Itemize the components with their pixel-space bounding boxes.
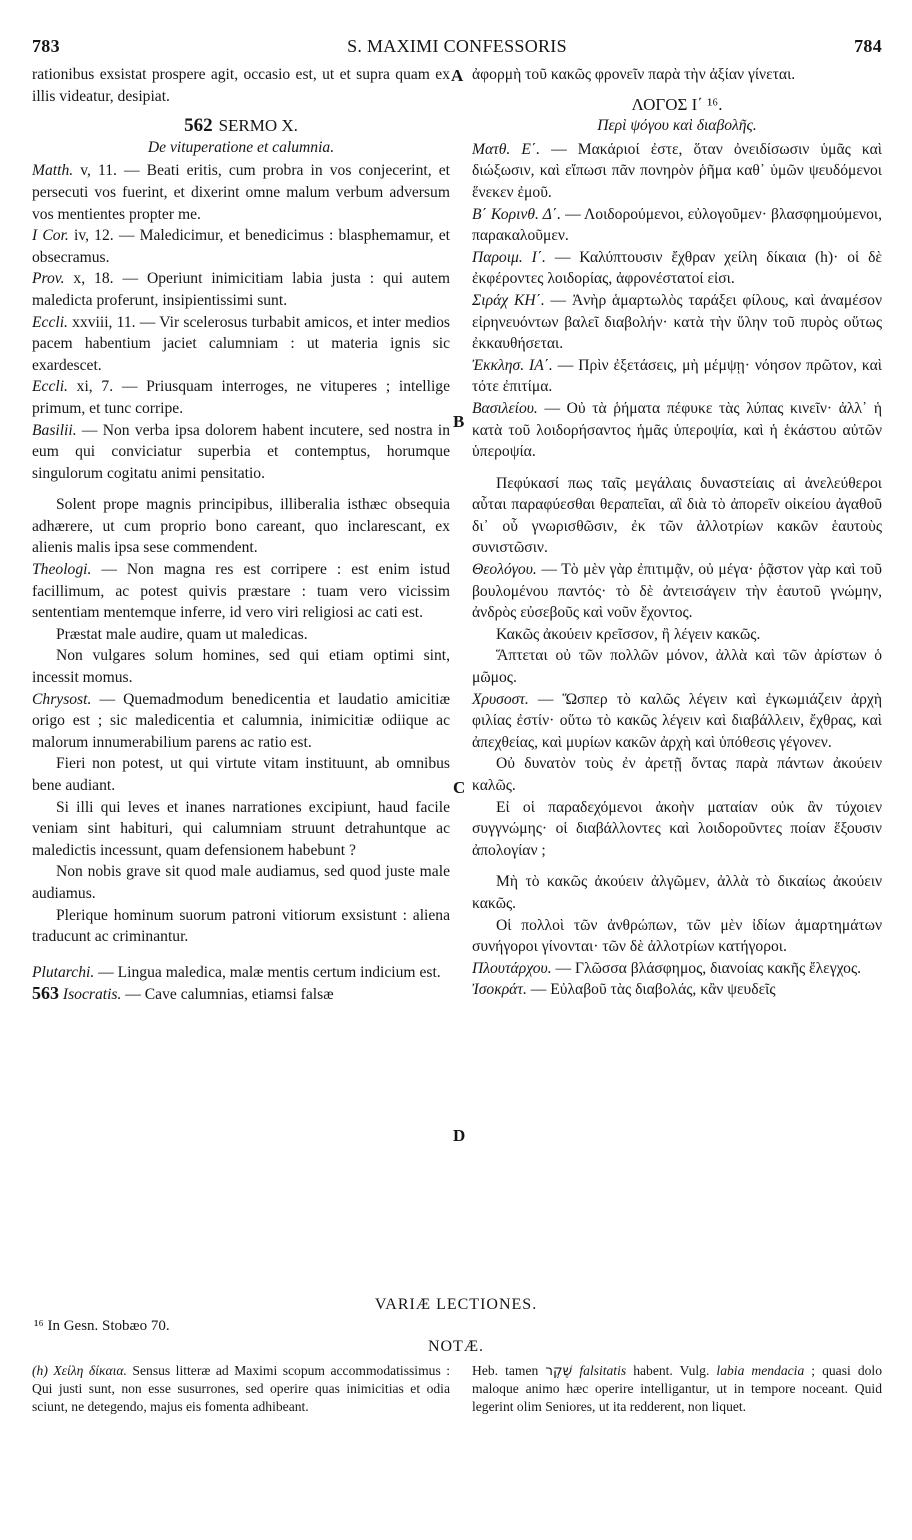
latin-entry [32, 962, 450, 984]
citation-ref: Prov. [32, 270, 65, 288]
greek-entry [472, 247, 882, 290]
citation-text: — Εὐλαβοῦ τὰς διαβολάς, κἂν ψευδεῖς [526, 981, 776, 999]
citation-ref: Basilii. [32, 421, 77, 439]
note-right [472, 1362, 882, 1416]
citation-ref: Σιράχ ΚΗ΄. [472, 291, 545, 309]
citation-ref: Θεολόγου. [472, 561, 537, 579]
notae-heading: NOTÆ. [427, 1338, 485, 1355]
latin-entry: Plerique hominum suorum patroni vitiorum exsistunt : aliena traducunt ac criminantur. [32, 906, 450, 946]
note-text: habent. Vulg. [626, 1363, 717, 1378]
latin-entry [32, 420, 450, 485]
latin-column [32, 64, 450, 1006]
citation-ref: Chrysost. [32, 690, 92, 708]
citation-ref: Eccli. [32, 378, 68, 396]
greek-entry: Εἰ οἱ παραδεχόμενοι ἀκοὴν ματαίαν οὐκ ἂν τύχοιεν συγγνώμης· οἱ διαβάλλοντες καὶ λοιδοροῦντες ποίαν ἕξουσιν ἀπολογίαν ; [472, 798, 882, 859]
note-text: ; quasi dolo maloque animo hæc operire intelligantur, ut in tempore noceant. Quid legerint olim Seniores, ut ita redderent, non liquet. [472, 1363, 882, 1414]
margin-marker-a: A [451, 66, 464, 85]
citation-text: — Non magna res est corripere : est enim istud facillimum, ac potest quivis præstare : tuam vero vicissim sententiam mentemque inferre, id vero viri religiosi ac cati est. [32, 561, 450, 622]
citation-ref: I Cor. [32, 227, 69, 245]
latin-entry [32, 160, 450, 225]
column-number-563: 563 [32, 983, 59, 1004]
note-text: Heb. tamen [472, 1363, 546, 1378]
footnote-16: ¹⁶ In Gesn. Stobæo 70. [34, 1318, 170, 1334]
citation-text: — Μακάριοί ἐστε, ὅταν ὀνειδίσωσιν ὑμᾶς καὶ διώξωσιν, καὶ εἴπωσι πᾶν πονηρὸν ῥῆμα καθ᾽ ὑμῶν ψευδόμενοι ἕνεκεν ἐμοῦ. [472, 140, 882, 201]
citation-text: xxviii, 11. — Vir scelerosus turbabit amicos, et inter medios pacem habentium jaciet calumniam : ut materia ignis sic exardescet. [32, 313, 450, 374]
greek-entry [472, 979, 882, 1001]
citation-ref: Eccli. [32, 313, 68, 331]
note-text: labia mendacia [716, 1363, 805, 1378]
citation-text: — Cave calumnias, etiamsi falsæ [121, 986, 334, 1004]
citation-text: iv, 12. — Maledicimur, et benedicimus : blasphemamur, et obsecramus. [32, 227, 451, 266]
column-number-562: 562 [184, 115, 213, 137]
latin-intro: rationibus exsistat prospere agit, occasio est, ut et supra quam ex illis videatur, desipiat. [32, 66, 450, 105]
running-header [32, 36, 882, 62]
page-number-right: 784 [854, 36, 882, 56]
latin-entry [32, 559, 450, 624]
hebrew-word: שֶׁקֶר [545, 1363, 573, 1379]
variae-lectiones-heading: VARIÆ LECTIONES. [374, 1296, 538, 1313]
citation-ref: Plutarchi. [32, 963, 95, 981]
latin-entry [32, 983, 450, 1006]
latin-entry: Non vulgares solum homines, sed qui etiam optimi sint, incessit momus. [32, 647, 450, 687]
greek-entry [472, 559, 882, 624]
latin-entry [32, 268, 450, 311]
page-number-left: 783 [32, 36, 60, 56]
greek-intro: ἀφορμὴ τοῦ κακῶς φρονεῖν παρὰ τὴν ἀξίαν γίνεται. [472, 66, 796, 83]
note-ref: (h) Χείλη δίκαια. [32, 1363, 127, 1378]
citation-text: — Λοιδορούμενοι, εὐλογοῦμεν· βλασφημούμενοι, παρακαλοῦμεν. [472, 205, 882, 245]
greek-entry [472, 204, 882, 247]
greek-entry [472, 355, 882, 398]
citation-ref: Ἰσοκράτ. [472, 981, 527, 999]
greek-entry [472, 398, 882, 463]
running-title: S. MAXIMI CONFESSORIS [347, 36, 567, 56]
greek-entry: Μὴ τὸ κακῶς ἀκούειν ἀλγῶμεν, ἀλλὰ τὸ δικαίως ἀκούειν κακῶς. [472, 873, 882, 912]
latin-entry [32, 225, 450, 268]
citation-text: xi, 7. — Priusquam interroges, ne vituperes ; intellige primum, et tunc corripe. [32, 378, 450, 417]
citation-ref: Χρυσοστ. [472, 690, 529, 708]
note-text: falsitatis [572, 1363, 627, 1378]
citation-text: — Καλύπτουσιν ἔχθραν χείλη δίκαια (h)· οἱ δὲ ἐκφέροντες λοιδορίας, ἀφρονέστατοί εἰσι. [472, 248, 882, 288]
latin-entry: Præstat male audire, quam ut maledicas. [56, 625, 308, 643]
greek-column [472, 64, 882, 1001]
citation-ref: Ματθ. Ε΄. [472, 140, 541, 158]
margin-marker-b: B [453, 412, 465, 431]
note-text: Sensus litteræ ad Maximi scopum accommodatissimus : Qui justi sunt, non esse susurrones, sed operire quas inimicitias et odia sciunt, ne detegendo, majus eis fomenta adhibeant. [32, 1363, 450, 1414]
citation-ref: Β΄ Κορινθ. Δ΄. [472, 205, 561, 223]
greek-entry: Ἅπτεται οὐ τῶν πολλῶν μόνον, ἀλλὰ καὶ τῶν ἀρίστων ὁ μῶμος. [472, 647, 882, 687]
citation-text: — Quemadmodum benedicentia et laudatio amicitiæ origo est ; sic maledicentia et calumnia, inimicitiæ odiique ac malorum innumerabilium parens ac ratio est. [32, 690, 450, 751]
citation-text: — Non verba ipsa dolorem habent incutere, sed nostra in eum qui conviciatur superbia et contemptus, horumque singulorum cogitatu animi pensitatio. [32, 421, 450, 482]
citation-text: — Ὥσπερ τὸ καλῶς λέγειν καὶ ἐγκωμιάζειν ἀρχὴ φιλίας ἐστίν· οὕτω τὸ κακῶς λέγειν καὶ διαβάλλειν, ἔχθρας, καὶ ἀπεχθείας, καὶ μυρίων κακῶν ἀρχὴ καὶ ὑπόθεσις γέγονεν. [472, 690, 882, 751]
citation-text: — Πρὶν ἐξετάσεις, μὴ μέμψῃ· νόησον πρῶτον, καὶ τότε ἐπιτίμα. [472, 356, 882, 396]
sermo-heading [32, 115, 450, 137]
greek-entry [472, 958, 882, 980]
greek-entry: Οἱ πολλοὶ τῶν ἀνθρώπων, τῶν μὲν ἰδίων ἁμαρτημάτων συνήγοροι γίνονται· τῶν δὲ ἀλλοτρίων κατήγοροι. [472, 916, 882, 956]
greek-entry: Πεφύκασί πως ταῖς μεγάλαις δυναστείαις αἱ ἀνελεύθεροι αὗται παραφύεσθαι θεραπεῖαι, αἳ διὰ τὸ ἀπορεῖν οἰκείου ἀγαθοῦ δι᾽ οὗ γνωρισθῶσιν, ἐκ τῶν ἀλλοτρίων κακῶν ἑαυτοὺς συνιστῶσιν. [472, 474, 882, 557]
greek-entry [472, 139, 882, 204]
latin-entry [32, 312, 450, 377]
sermo-subtitle: De vituperatione et calumnia. [147, 138, 335, 156]
citation-ref: Theologi. [32, 561, 92, 579]
citation-text: — Lingua maledica, malæ mentis certum indicium est. [94, 963, 441, 981]
latin-entry: Si illi qui leves et inanes narrationes excipiunt, haud facile veniam sint habituri, qui calumniam struunt detrahuntque ac maledictis incessunt, quam defensionem habebunt ? [32, 798, 450, 859]
latin-entry: Non nobis grave sit quod male audiamus, sed quod juste male audiamus. [32, 863, 450, 902]
citation-text: — Γλῶσσα βλάσφημος, διανοίας κακῆς ἔλεγχος. [551, 959, 862, 977]
citation-text: — Τὸ μὲν γὰρ ἐπιτιμᾷν, οὐ μέγα· ῥᾷστον γὰρ καὶ τοῦ βουλομένου παντός· τὸ δὲ ἀντεισάγειν τὴν ἑαυτοῦ γνώμην, ἀνδρὸς εὐσεβοῦς καὶ νοῦν ἔχοντος. [472, 561, 882, 622]
citation-text: x, 18. — Operiunt inimicitiam labia justa : qui autem maledicta proferunt, insipientissimi sunt. [32, 270, 450, 309]
note-left [32, 1362, 450, 1416]
latin-entry [32, 689, 450, 754]
citation-ref: Βασιλείου. [472, 399, 538, 417]
citation-ref: Ἐκκλησ. ΙΑ΄. [472, 356, 553, 374]
logos-subtitle: Περὶ ψόγου καὶ διαβολῆς. [597, 117, 757, 135]
greek-entry [472, 290, 882, 355]
citation-text: — Οὐ τὰ ῥήματα πέφυκε τὰς λύπας κινεῖν· ἀλλ᾽ ἡ κατὰ τοῦ λοιδορήσαντος ἡμᾶς ὑπεροψία, καὶ ἡ ἑκάστου αὐτῶν ὑπεροψία. [472, 399, 882, 461]
greek-entry [472, 689, 882, 754]
latin-entry: Solent prope magnis principibus, illiberalia isthæc obsequia adhærere, ut cum proprio bono careant, quo inclarescant, ex alienis malis ipsa sese commendent. [32, 496, 450, 557]
citation-ref: Isocratis. [62, 986, 122, 1004]
citation-text: — Ἀνὴρ ἁμαρτωλὸς ταράξει φίλους, καὶ ἀναμέσον εἰρηνευόντων βαλεῖ διαβολήν· κατὰ τὴν ὕλην τοῦ πυρὸς οὕτως ἐκκαυθήσεται. [472, 291, 882, 353]
latin-entry [32, 376, 450, 419]
citation-ref: Πλουτάρχου. [472, 959, 552, 977]
greek-entry: Κακῶς ἀκούειν κρεῖσσον, ἢ λέγειν κακῶς. [496, 625, 761, 643]
logos-heading: ΛΟΓΟΣ Ι΄ ¹⁶. [631, 94, 723, 114]
latin-entry: Fieri non potest, ut qui virtute vitam instituunt, ab omnibus bene audiant. [32, 755, 450, 794]
citation-ref: Matth. [32, 162, 74, 180]
greek-entry: Οὐ δυνατὸν τοὺς ἐν ἀρετῇ ὄντας παρὰ πάντων ἀκούειν καλῶς. [472, 755, 882, 794]
citation-ref: Παροιμ. Ι΄. [472, 248, 546, 266]
citation-text: v, 11. — Beati eritis, cum probra in vos conjecerint, et persecuti vos fuerint, et dixerint omne malum verbum adversum vos mentientes propter me. [32, 162, 450, 223]
margin-marker-c: C [453, 778, 466, 797]
sermo-title: SERMO X. [218, 116, 298, 136]
margin-marker-d: D [453, 1126, 466, 1145]
